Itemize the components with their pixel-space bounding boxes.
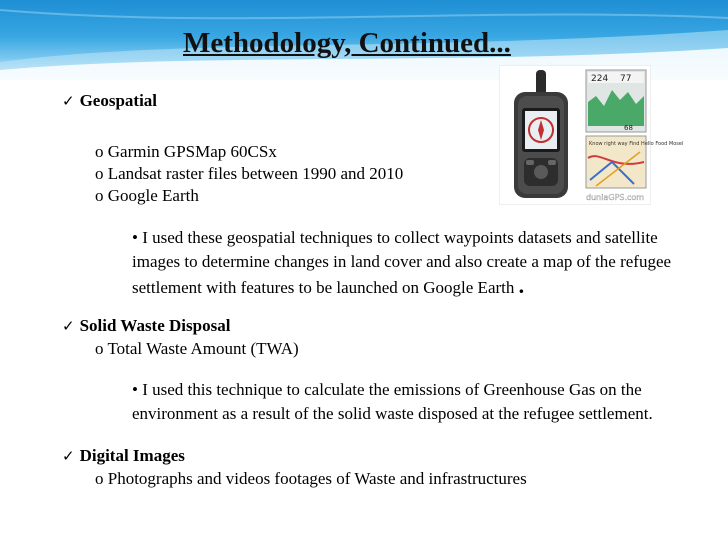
page-title: Methodology, Continued...: [183, 27, 511, 59]
screen1-top-left: 224: [591, 74, 609, 84]
list-item: o Garmin GPSMap 60CSx: [95, 142, 277, 161]
section-heading-digital-images: ✓ Digital Images: [62, 446, 185, 465]
gps-device-photo: [500, 66, 684, 204]
screen2-text: Know right way Find Hello Food Mosel: [589, 141, 684, 147]
list-item: o Google Earth: [95, 186, 199, 205]
solid-waste-note: • I used this technique to calculate the emissions of Greenhouse Gas on the environment as a result of the solid waste disposed at the refugee settlement.: [132, 380, 653, 423]
check-icon: ✓: [62, 92, 75, 110]
section-heading-geospatial: ✓ Geospatial: [62, 91, 158, 110]
screen1-bottom: 68: [624, 124, 633, 132]
list-item: o Photographs and videos footages of Waste and infrastructures: [95, 469, 527, 488]
check-icon: ✓: [62, 317, 75, 335]
list-item: o Landsat raster files between 1990 and 2010: [95, 164, 404, 183]
section-heading-solid-waste: ✓ Solid Waste Disposal: [62, 316, 231, 335]
note-end-period: .: [518, 273, 525, 298]
geospatial-note: • I used these geospatial techniques to collect waypoints datasets and satellite images to determine changes in land cover and also create a map of the refugee settlement with features to be launched on Google Earth .: [132, 228, 672, 298]
check-icon: ✓: [62, 447, 75, 465]
screen1-top-right: 77: [620, 74, 632, 84]
image-watermark: duniaGPS.com: [586, 193, 645, 202]
list-item: o Total Waste Amount (TWA): [95, 339, 299, 358]
